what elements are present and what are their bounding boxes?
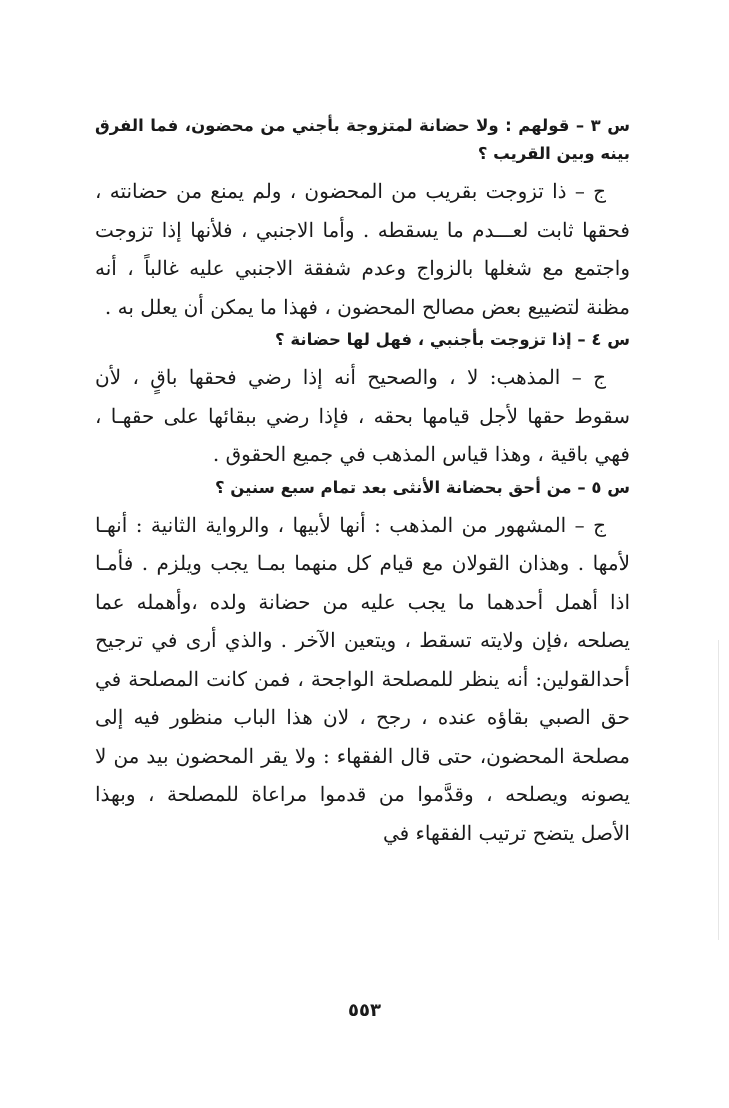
- question-4: س ٤ – إذا تزوجت بأجنبي ، فهل لها حضانة ؟: [275, 330, 630, 349]
- answer-5: ج – المشهور من المذهب : أنها لأبيها ، والرواية الثانية : أنهـا لأمها . وهذان القولان مع قيام كل منهما بمـا يجب ويلزم . فأمـا اذا أهمل أحدهما ما يجب عليه من حضانة ولده ،وأهمله عما يصلحه ،فإن ولايته تسقط ، ويتعين الآخر . والذي أرى في ترجيح أحدالقولين: أنه ينظر للمصلحة الواجحة ، فمن كانت المصلحة في حق الصبي بقاؤه عنده ، رجح ، لان هذا الباب منظور فيه إلى مصلحة المحضون، حتى قال الفقهاء : ولا يقر المحضون بيد من لا يصونه ويصلحه ، وقدَّموا من قدموا مراعاة للمصلحة ، وبهذا الأصل يتضح ترتيب الفقهاء في: [95, 512, 630, 845]
- answer-3: ج – ذا تزوجت بقريب من المحضون ، ولم يمنع من حضانته ، فحقها ثابت لعـــدم ما يسقطه . وأما الاجنبي ، فلأنها إذا تزوجت واجتمع مع شغلها بالزواج وعدم شفقة الاجنبي عليه غالباً ، أنه مظنة لتضييع بعض مصالح المحضون ، فهذا ما يمكن أن يعلل به .: [95, 179, 630, 319]
- question-5: س ٥ – من أحق بحضانة الأنثى بعد تمام سبع سنين ؟: [214, 477, 630, 497]
- page-number: ٥٥٣: [348, 1000, 381, 1021]
- answer-4: ج – المذهب: لا ، والصحيح أنه إذا رضي فحقها باقٍ ، لأن سقوط حقها لأجل قيامها بحقه ، فإذا رضي ببقائها على حقهـا ، فهي باقية ، وهذا قياس المذهب في جميع الحقوق .: [95, 365, 630, 466]
- page-body: [95, 112, 630, 852]
- page-edge-line: [718, 640, 719, 940]
- question-3: س ٣ – قولهم : ولا حضانة لمتزوجة بأجني من محضون، فما الفرق بينه وبين القريب ؟: [95, 116, 631, 163]
